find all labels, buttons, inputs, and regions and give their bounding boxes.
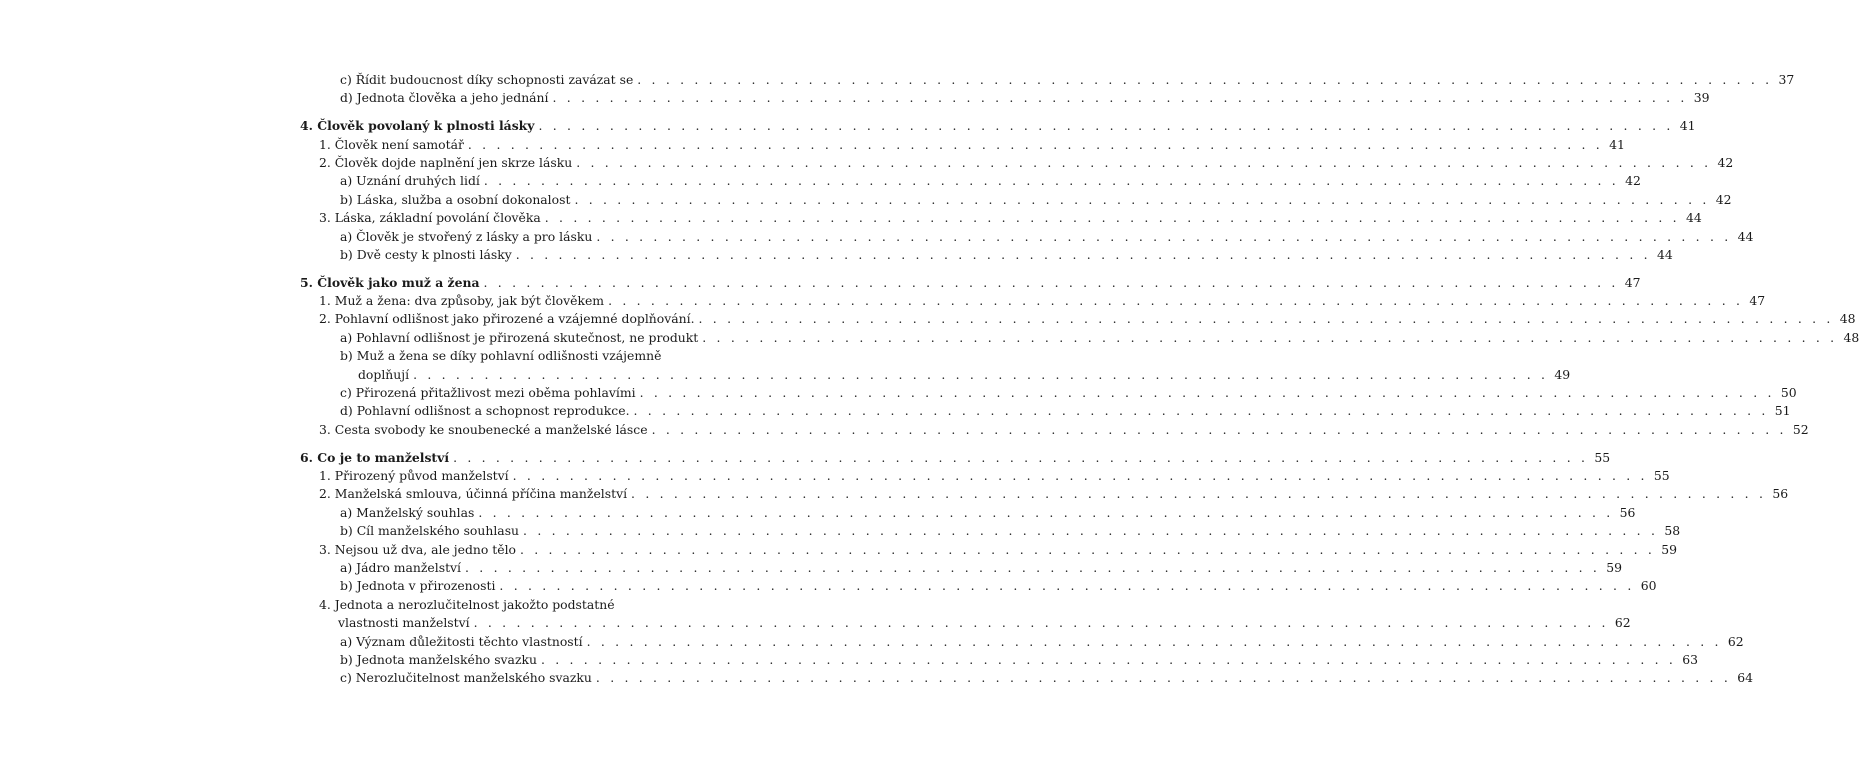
toc-chapter-entry — [300, 449, 1611, 467]
entry-title: 3. Nejsou už dva, ale jedno tělo — [319, 541, 516, 557]
dot-leader: . . . . . . . . . . . . . . . . . . . . . . . . . . . . . . . . . . . . . . . . . . . . . . . . . . . . . . . . . . . . . . . . . . . . . . . . . . . . . . . . — [702, 329, 1838, 345]
dot-leader: . . . . . . . . . . . . . . . . . . . . . . . . . . . . . . . . . . . . . . . . . . . . . . . . . . . . . . . . . . . . . . . . . . . . . . . . . . . . . . . . — [651, 421, 1787, 437]
entry-title: c) Nerozlučitelnost manželského svazku — [340, 670, 592, 686]
chapter-title: 5. Člověk jako muž a žena — [300, 274, 480, 290]
page-number: 41 — [1609, 136, 1625, 152]
dot-leader: . . . . . . . . . . . . . . . . . . . . . . . . . . . . . . . . . . . . . . . . . . . . . . . . . . . . . . . . . . . . . . . . . . . . . . . . . . . . . . . . — [520, 541, 1656, 557]
page-number: 47 — [1624, 274, 1641, 290]
page-number: 48 — [1843, 329, 1859, 345]
entry-title: b) Láska, služba a osobní dokonalost — [340, 191, 571, 207]
toc-entry — [300, 614, 1631, 632]
dot-leader: . . . . . . . . . . . . . . . . . . . . . . . . . . . . . . . . . . . . . . . . . . . . . . . . . . . . . . . . . . . . . . . . . . . . . . . . . . . . . . . . — [574, 191, 1710, 207]
page-number: 62 — [1727, 633, 1744, 649]
page-number: 44 — [1656, 246, 1673, 262]
toc-entry — [300, 522, 1681, 540]
toc-entry — [300, 402, 1791, 420]
toc-entry — [300, 577, 1657, 595]
toc-entry — [300, 154, 1734, 172]
toc-entry — [300, 596, 716, 614]
page-number: 44 — [1737, 228, 1754, 244]
table-of-contents — [300, 71, 1859, 688]
entry-title: c) Přirozená přitažlivost mezi oběma pohlavími — [340, 385, 636, 401]
toc-entry — [300, 559, 1623, 577]
toc-entry — [300, 329, 1859, 347]
entry-title: 1. Člověk není samotář — [319, 136, 464, 152]
dot-leader: . . . . . . . . . . . . . . . . . . . . . . . . . . . . . . . . . . . . . . . . . . . . . . . . . . . . . . . . . . . . . . . . . . . . . . . . . . . . . . . . — [512, 467, 1648, 483]
page-number: 49 — [1554, 366, 1571, 382]
page-number: 56 — [1619, 504, 1636, 520]
toc-entry — [300, 89, 1710, 107]
entry-title: 1. Přirozený původ manželství — [319, 467, 509, 483]
page-number: 44 — [1686, 210, 1702, 226]
dot-leader: . . . . . . . . . . . . . . . . . . . . . . . . . . . . . . . . . . . . . . . . . . . . . . . . . . . . . . . . . . . . . . . . . . . . . . . . . . . . . . . . — [631, 486, 1767, 502]
entry-title: a) Význam důležitosti těchto vlastností — [340, 633, 583, 649]
page-number: 41 — [1679, 118, 1696, 134]
toc-entry — [300, 228, 1754, 246]
toc-entry — [300, 384, 1797, 402]
toc-entry — [300, 246, 1673, 264]
toc-entry — [300, 366, 1571, 384]
dot-leader: . . . . . . . . . . . . . . . . . . . . . . . . . . . . . . . . . . . . . . . . . . . . . . . . . . . . . . . . . . . . . . . . . . . . . . . . . . . . . . . . — [637, 72, 1773, 87]
entry-title: a) Pohlavní odlišnost je přirozená skutečnost, ne produkt — [340, 329, 699, 345]
page-number: 51 — [1774, 403, 1791, 419]
page-number: 55 — [1594, 449, 1611, 465]
dot-leader: . . . . . . . . . . . . . . . . . . . . . . . . . . . . . . . . . . . . . . . . . . . . . . . . . . . . . . . . . . . . . . . . . . . . . . . . . . . . . . . . — [467, 136, 1603, 152]
dot-leader: . . . . . . . . . . . . . . . . . . . . . . . . . . . . . . . . . . . . . . . . . . . . . . . . . . . . . . . . . . . . . . . . . . . . . . . . . . . . . . . . — [633, 403, 1769, 419]
page-number: 42 — [1625, 173, 1641, 189]
dot-leader: . . . . . . . . . . . . . . . . . . . . . . . . . . . . . . . . . . . . . . . . . . . . . . . . . . . . . . . . . . . . . . . . . . . . . . . . . . . . . . . . — [523, 523, 1659, 539]
dot-leader: . . . . . . . . . . . . . . . . . . . . . . . . . . . . . . . . . . . . . . . . . . . . . . . . . . . . . . . . . . . . . . . . . . . . . . . . . . . . . . . . — [639, 385, 1775, 401]
toc-entry — [300, 347, 716, 365]
page-number: 55 — [1653, 467, 1670, 483]
entry-title: a) Jádro manželství — [340, 559, 462, 575]
toc-entry — [300, 136, 1625, 154]
dot-leader: . . . . . . . . . . . . . . . . . . . . . . . . . . . . . . . . . . . . . . . . . . . . . . . . . . . . . . . . . . . . . . . . . . . . . . . . . . . . . . . . — [586, 633, 1722, 649]
dot-leader: . . . . . . . . . . . . . . . . . . . . . . . . . . . . . . . . . . . . . . . . . . . . . . . . . . . . . . . . . . . . . . . . . . . . . . . . . . . . . . . . — [595, 670, 1731, 686]
entry-title: 3. Láska, základní povolání člověka — [319, 210, 541, 226]
dot-leader: . . . . . . . . . . . . . . . . . . . . . . . . . . . . . . . . . . . . . . . . . . . . . . . . . . . . . . . . . . . . . . . . . . . . . . . . . . . . . . . . — [538, 118, 1674, 134]
toc-entry — [300, 310, 1856, 328]
entry-title: b) Jednota manželského svazku — [340, 651, 537, 667]
toc-chapter-entry — [300, 117, 1696, 135]
page-number: 48 — [1839, 311, 1856, 327]
page-number: 59 — [1661, 541, 1678, 557]
entry-title: 2. Člověk dojde naplnění jen skrze lásku — [319, 154, 573, 170]
dot-leader: . . . . . . . . . . . . . . . . . . . . . . . . . . . . . . . . . . . . . . . . . . . . . . . . . . . . . . . . . . . . . . . . . . . . . . . . . . . . . . . . — [499, 578, 1635, 594]
entry-title: a) Člověk je stvořený z lásky a pro lásku — [340, 228, 593, 244]
page-number: 39 — [1693, 90, 1710, 106]
dot-leader: . . . . . . . . . . . . . . . . . . . . . . . . . . . . . . . . . . . . . . . . . . . . . . . . . . . . . . . . . . . . . . . . . . . . . . . . . . . . . . . . — [483, 173, 1619, 189]
entry-title: b) Dvě cesty k plnosti lásky — [340, 246, 512, 262]
entry-title: doplňují — [358, 366, 410, 382]
entry-title: c) Řídit budoucnost díky schopnosti zavázat se — [340, 72, 634, 87]
dot-leader: . . . . . . . . . . . . . . . . . . . . . . . . . . . . . . . . . . . . . . . . . . . . . . . . . . . . . . . . . . . . . . . . . . . . . . . . . . . . . . . . — [576, 154, 1712, 170]
toc-entry — [300, 485, 1789, 503]
dot-leader: . . . . . . . . . . . . . . . . . . . . . . . . . . . . . . . . . . . . . . . . . . . . . . . . . . . . . . . . . . . . . . . . . . . . . . . . . . . . . . . . — [478, 504, 1614, 520]
dot-leader: . . . . . . . . . . . . . . . . . . . . . . . . . . . . . . . . . . . . . . . . . . . . . . . . . . . . . . . . . . . . . . . . . . . . . . . . . . . . . . . . — [544, 210, 1680, 226]
dot-leader: . . . . . . . . . . . . . . . . . . . . . . . . . . . . . . . . . . . . . . . . . . . . . . . . . . . . . . . . . . . . . . . . . . . . . . . . . . . . . . . . — [698, 311, 1834, 327]
dot-leader: . . . . . . . . . . . . . . . . . . . . . . . . . . . . . . . . . . . . . . . . . . . . . . . . . . . . . . . . . . . . . . . . . . . . . . . . . . . . . . . . — [413, 366, 1549, 382]
entry-title: 2. Manželská smlouva, účinná příčina manželství — [319, 486, 628, 502]
page-number: 59 — [1606, 559, 1623, 575]
entry-title: a) Uznání druhých lidí — [340, 173, 480, 189]
entry-title: d) Pohlavní odlišnost a schopnost reprodukce. — [340, 403, 630, 419]
dot-leader: . . . . . . . . . . . . . . . . . . . . . . . . . . . . . . . . . . . . . . . . . . . . . . . . . . . . . . . . . . . . . . . . . . . . . . . . . . . . . . . . — [515, 246, 1651, 262]
toc-entry — [300, 421, 1809, 439]
toc-entry — [300, 669, 1753, 687]
dot-leader: . . . . . . . . . . . . . . . . . . . . . . . . . . . . . . . . . . . . . . . . . . . . . . . . . . . . . . . . . . . . . . . . . . . . . . . . . . . . . . . . — [596, 228, 1732, 244]
chapter-title: 4. Člověk povolaný k plnosti lásky — [300, 118, 535, 134]
toc-entry — [300, 172, 1641, 190]
entry-title: 4. Jednota a nerozlučitelnost jakožto podstatné — [319, 596, 615, 612]
dot-leader: . . . . . . . . . . . . . . . . . . . . . . . . . . . . . . . . . . . . . . . . . . . . . . . . . . . . . . . . . . . . . . . . . . . . . . . . . . . . . . . . — [483, 274, 1619, 290]
entry-title: a) Manželský souhlas — [340, 504, 475, 520]
dot-leader: . . . . . . . . . . . . . . . . . . . . . . . . . . . . . . . . . . . . . . . . . . . . . . . . . . . . . . . . . . . . . . . . . . . . . . . . . . . . . . . . — [540, 651, 1677, 667]
toc-entry — [300, 292, 1766, 310]
entry-title: b) Muž a žena se díky pohlavní odlišnosti vzájemně — [340, 348, 662, 364]
dot-leader: . . . . . . . . . . . . . . . . . . . . . . . . . . . . . . . . . . . . . . . . . . . . . . . . . . . . . . . . . . . . . . . . . . . . . . . . . . . . . . . . — [465, 559, 1601, 575]
toc-entry — [300, 633, 1744, 651]
page-number: 62 — [1614, 615, 1631, 631]
toc-entry — [300, 651, 1699, 669]
toc-entry — [300, 191, 1732, 209]
page-number: 58 — [1664, 523, 1681, 539]
toc-entry — [300, 467, 1670, 485]
page-number: 42 — [1717, 154, 1734, 170]
chapter-title: 6. Co je to manželství — [300, 449, 450, 465]
entry-title: vlastnosti manželství — [338, 615, 470, 631]
page-number: 47 — [1749, 293, 1766, 309]
dot-leader: . . . . . . . . . . . . . . . . . . . . . . . . . . . . . . . . . . . . . . . . . . . . . . . . . . . . . . . . . . . . . . . . . . . . . . . . . . . . . . . . — [473, 615, 1609, 631]
toc-entry — [300, 71, 1795, 89]
page-number: 60 — [1640, 578, 1657, 594]
page-number: 64 — [1737, 670, 1753, 686]
entry-title: d) Jednota člověka a jeho jednání — [340, 90, 549, 106]
toc-entry — [300, 209, 1702, 227]
toc-entry — [300, 504, 1636, 522]
page-number: 56 — [1772, 486, 1789, 502]
entry-title: b) Jednota v přirozenosti — [340, 578, 496, 594]
dot-leader: . . . . . . . . . . . . . . . . . . . . . . . . . . . . . . . . . . . . . . . . . . . . . . . . . . . . . . . . . . . . . . . . . . . . . . . . . . . . . . . . — [552, 90, 1688, 106]
page-number: 37 — [1778, 72, 1795, 87]
entry-title: 2. Pohlavní odlišnost jako přirozené a vzájemné doplňování. — [319, 311, 695, 327]
dot-leader: . . . . . . . . . . . . . . . . . . . . . . . . . . . . . . . . . . . . . . . . . . . . . . . . . . . . . . . . . . . . . . . . . . . . . . . . . . . . . . . . — [608, 293, 1744, 309]
toc-chapter-entry — [300, 274, 1641, 292]
entry-title: 1. Muž a žena: dva způsoby, jak být člověkem — [319, 293, 605, 309]
page-number: 42 — [1715, 191, 1732, 207]
dot-leader: . . . . . . . . . . . . . . . . . . . . . . . . . . . . . . . . . . . . . . . . . . . . . . . . . . . . . . . . . . . . . . . . . . . . . . . . . . . . . . . . — [453, 449, 1589, 465]
entry-title: 3. Cesta svobody ke snoubenecké a manželské lásce — [319, 421, 648, 437]
page-number: 63 — [1682, 651, 1699, 667]
toc-entry — [300, 541, 1678, 559]
page-number: 50 — [1780, 385, 1797, 401]
entry-title: b) Cíl manželského souhlasu — [340, 523, 520, 539]
page-number: 52 — [1792, 421, 1809, 437]
